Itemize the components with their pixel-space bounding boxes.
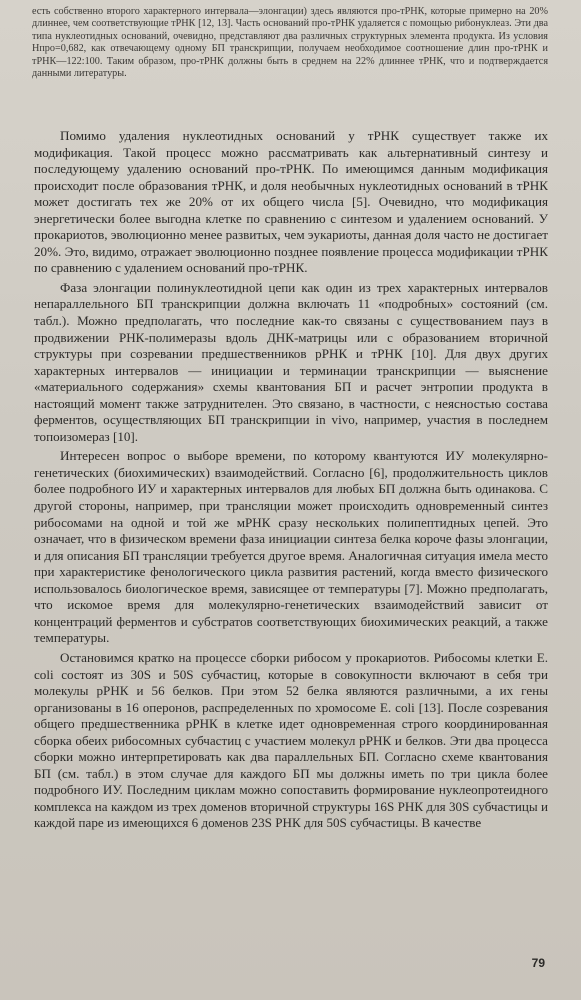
paragraph-elongation: Фаза элонгации полинуклеотидной цепи как один из трех характерных интервалов непараллельного БП транскрипции должна включать 11 «подробных» состояний (см. табл.). Можно предполагать, что последние как-то связаны с существованием пауз в продвижении РНК-полимеразы вдоль ДНК-матрицы или с образованием вторичной структуры при созревании предшественников рРНК и тРНК [10]. Для двух других характерных интервалов — инициации и терминации транскрипции — выяснение «материального содержания» схемы квантования БП и расчет энтропии продукта в настоящий момент также затруднителен. Это связано, в частности, с неясностью состава ферментов, осуществляющих БП транскрипции in vivo, например, участия в последнем топоизомераз [10]. xyxy=(34,279,548,444)
paragraph-ribosome-assembly: Остановимся кратко на процессе сборки рибосом у прокариотов. Рибосомы клетки E. coli состоят из 30S и 50S субчастиц, которые в совокупности включают в себя три молекулы рРНК и 56 белков. При этом 52 белка являются различными, а их гены организованы в 16 оперонов, распределенных по хромосоме E. coli [13]. После созревания общего предшественника рРНК в клетке идет одновременная строго координированная сборка обеих рибосомных субчастиц с участием молекул рРНК и белков. Эти два процесса сборки можно интерпретировать как два параллельных БП. Согласно схеме квантования БП (см. табл.) в этом случае для каждого БП мы должны иметь по три цикла более подробного ИУ. Последним циклам можно сопоставить формирование нуклеопротеидного комплекса на каждом из трех доменов вторичной структуры 16S РНК для 30S субчастицы и каждой паре из имеющихся 6 доменов 23S РНК для 50S субчастицы. В качестве xyxy=(34,649,548,831)
main-text xyxy=(34,128,548,835)
paragraph-modification: Помимо удаления нуклеотидных оснований у тРНК существует также их модификация. Такой процесс можно рассматривать как альтернативный синтезу и последующему удалению оснований про-тРНК. По имеющимся данным модификация происходит после образования тРНК, и доля необычных нуклеотидных оснований в тРНК может достигать тех же 20% от их общего числа [5]. Очевидно, что модификация энергетически более выгодна клетке по сравнению с синтезом и удалением оснований. У прокариотов, эволюционно менее развитых, чем эукариоты, данная доля часто не достигает 20%. Это, видимо, отражает эволюционно позднее появление процесса модификации тРНК по сравнению с удалением оснований про-тРНК. xyxy=(34,128,548,276)
top-text-block xyxy=(32,6,548,80)
paragraph-time-choice: Интересен вопрос о выборе времени, по которому квантуются ИУ молекулярно-генетических (биохимических) взаимодействий. Согласно [6], продолжительность циклов более подробного ИУ и характерных интервалов для любых БП должна быть одинакова. С другой стороны, например, при трансляции может происходить одновременный синтез рибосомами на одной и той же мРНК сразу нескольких полипептидных цепей. Это означает, что в физическом времени фаза инициации синтеза белка короче фазы элонгации, и для описания БП трансляции требуется другое время. Аналогичная ситуация имела место при характеристике фенологического цикла развития растений, когда вместо физического использовалось биологическое время, зависящее от температуры [7]. Можно предполагать, что искомое время для молекулярно-генетических взаимодействий зависит от концентраций ферментов и субстратов соответствующих биохимических реакций, а также температуры. xyxy=(34,448,548,646)
page-number: 79 xyxy=(531,956,545,970)
top-paragraph: есть собственно второго характерного интервала—элонгации) здесь являются про-тРНК, которые примерно на 20% длиннее, чем соответствующие тРНК [12, 13]. Часть оснований про-тРНК удаляется с помощью рибонуклеаз. Эти два типа нуклеотидных оснований, очевидно, представляют два различных структурных элемента продукта. Из условия Hпро=0,682, как отвечающему одному БП транскрипции, получаем необходимое соотношение длин про-тРНК и тРНК—122:100. Таким образом, про-тРНК должны быть в среднем на 22% длиннее тРНК, что и подтверждается данными литературы. xyxy=(32,6,548,80)
